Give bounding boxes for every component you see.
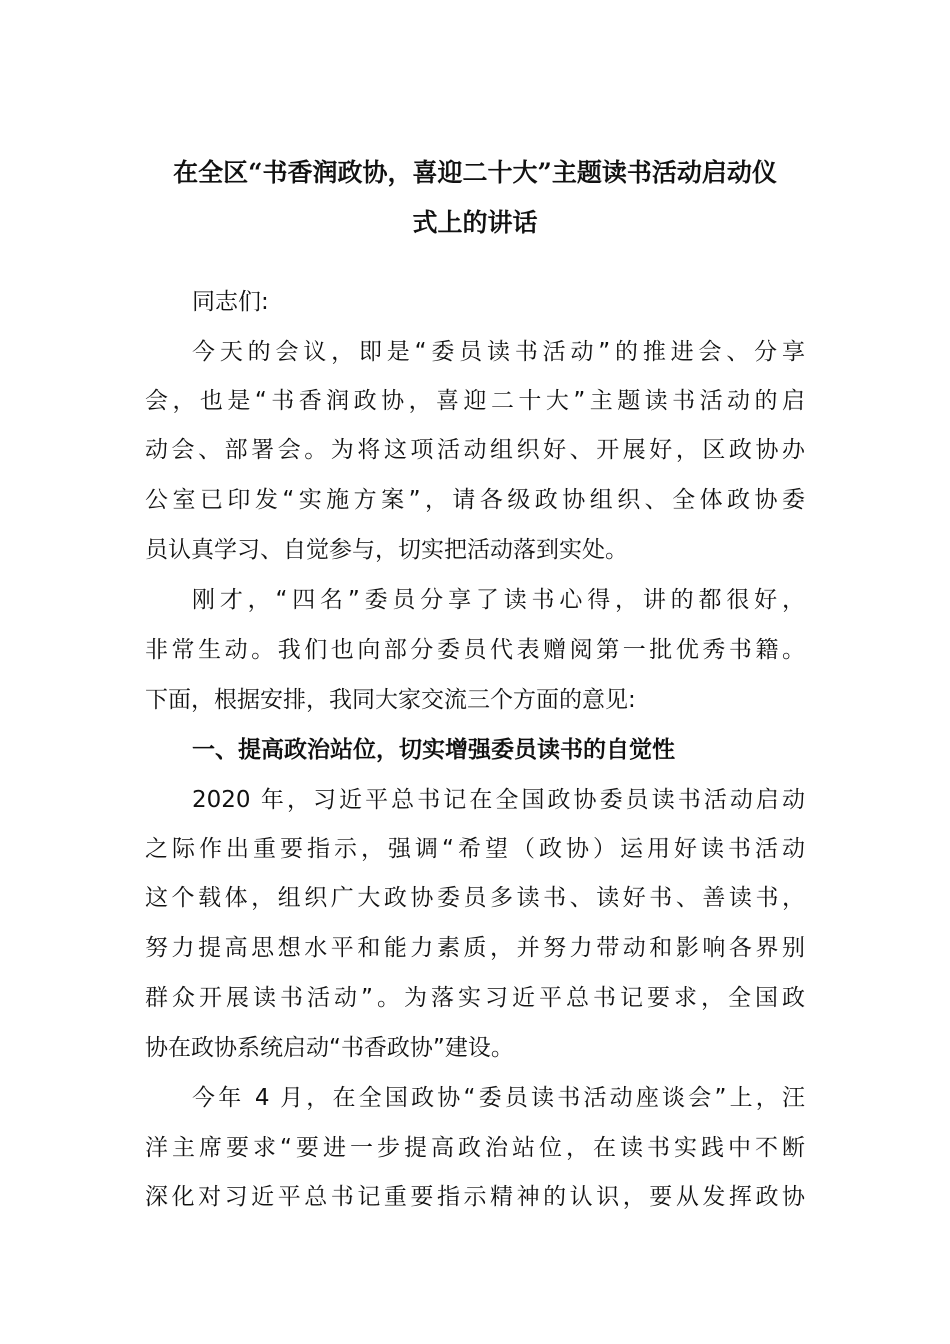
paragraph-4-line-2: 洋主席要求“要进一步提高政治站位，在读书实践中不断 (145, 1135, 805, 1161)
section-1-heading: 一、提高政治站位，切实增强委员读书的自觉性 (192, 737, 675, 763)
paragraph-3-line-5: 群众开展读书活动”。为落实习近平总书记要求，全国政 (145, 985, 805, 1011)
paragraph-1-line-3: 动会、部署会。为将这项活动组织好、开展好，区政协办 (145, 437, 805, 463)
paragraph-4-line-3: 深化对习近平总书记重要指示精神的认识，要从发挥政协 (145, 1184, 805, 1210)
paragraph-1-line-5: 员认真学习、自觉参与，切实把活动落到实处。 (145, 537, 628, 563)
salutation: 同志们: (192, 289, 269, 315)
paragraph-1-line-1: 今天的会议，即是“委员读书活动”的推进会、分享 (192, 339, 805, 365)
document-title-line-1: 在全区“书香润政协，喜迎二十大”主题读书活动启动仪 (173, 158, 777, 187)
paragraph-2-line-2: 非常生动。我们也向部分委员代表赠阅第一批优秀书籍。 (145, 637, 805, 663)
paragraph-2-line-3: 下面，根据安排，我同大家交流三个方面的意见: (145, 687, 636, 713)
paragraph-3-line-1: 2020 年，习近平总书记在全国政协委员读书活动启动 (192, 787, 805, 813)
document-title-line-2: 式上的讲话 (412, 208, 538, 237)
paragraph-4-line-1: 今年 4 月，在全国政协“委员读书活动座谈会”上，汪 (192, 1085, 805, 1111)
paragraph-3-line-2: 之际作出重要指示，强调“希望（政协）运用好读书活动 (145, 836, 805, 862)
paragraph-1-line-4: 公室已印发“实施方案”，请各级政协组织、全体政协委 (145, 487, 805, 513)
paragraph-1-line-2: 会，也是“书香润政协，喜迎二十大”主题读书活动的启 (145, 388, 805, 414)
paragraph-3-line-6: 协在政协系统启动“书香政协”建设。 (145, 1035, 514, 1061)
paragraph-2-line-1: 刚才，“四名”委员分享了读书心得，讲的都很好， (192, 587, 805, 613)
paragraph-3-line-3: 这个载体，组织广大政协委员多读书、读好书、善读书， (145, 885, 805, 911)
paragraph-3-line-4: 努力提高思想水平和能力素质，并努力带动和影响各界别 (145, 935, 805, 961)
